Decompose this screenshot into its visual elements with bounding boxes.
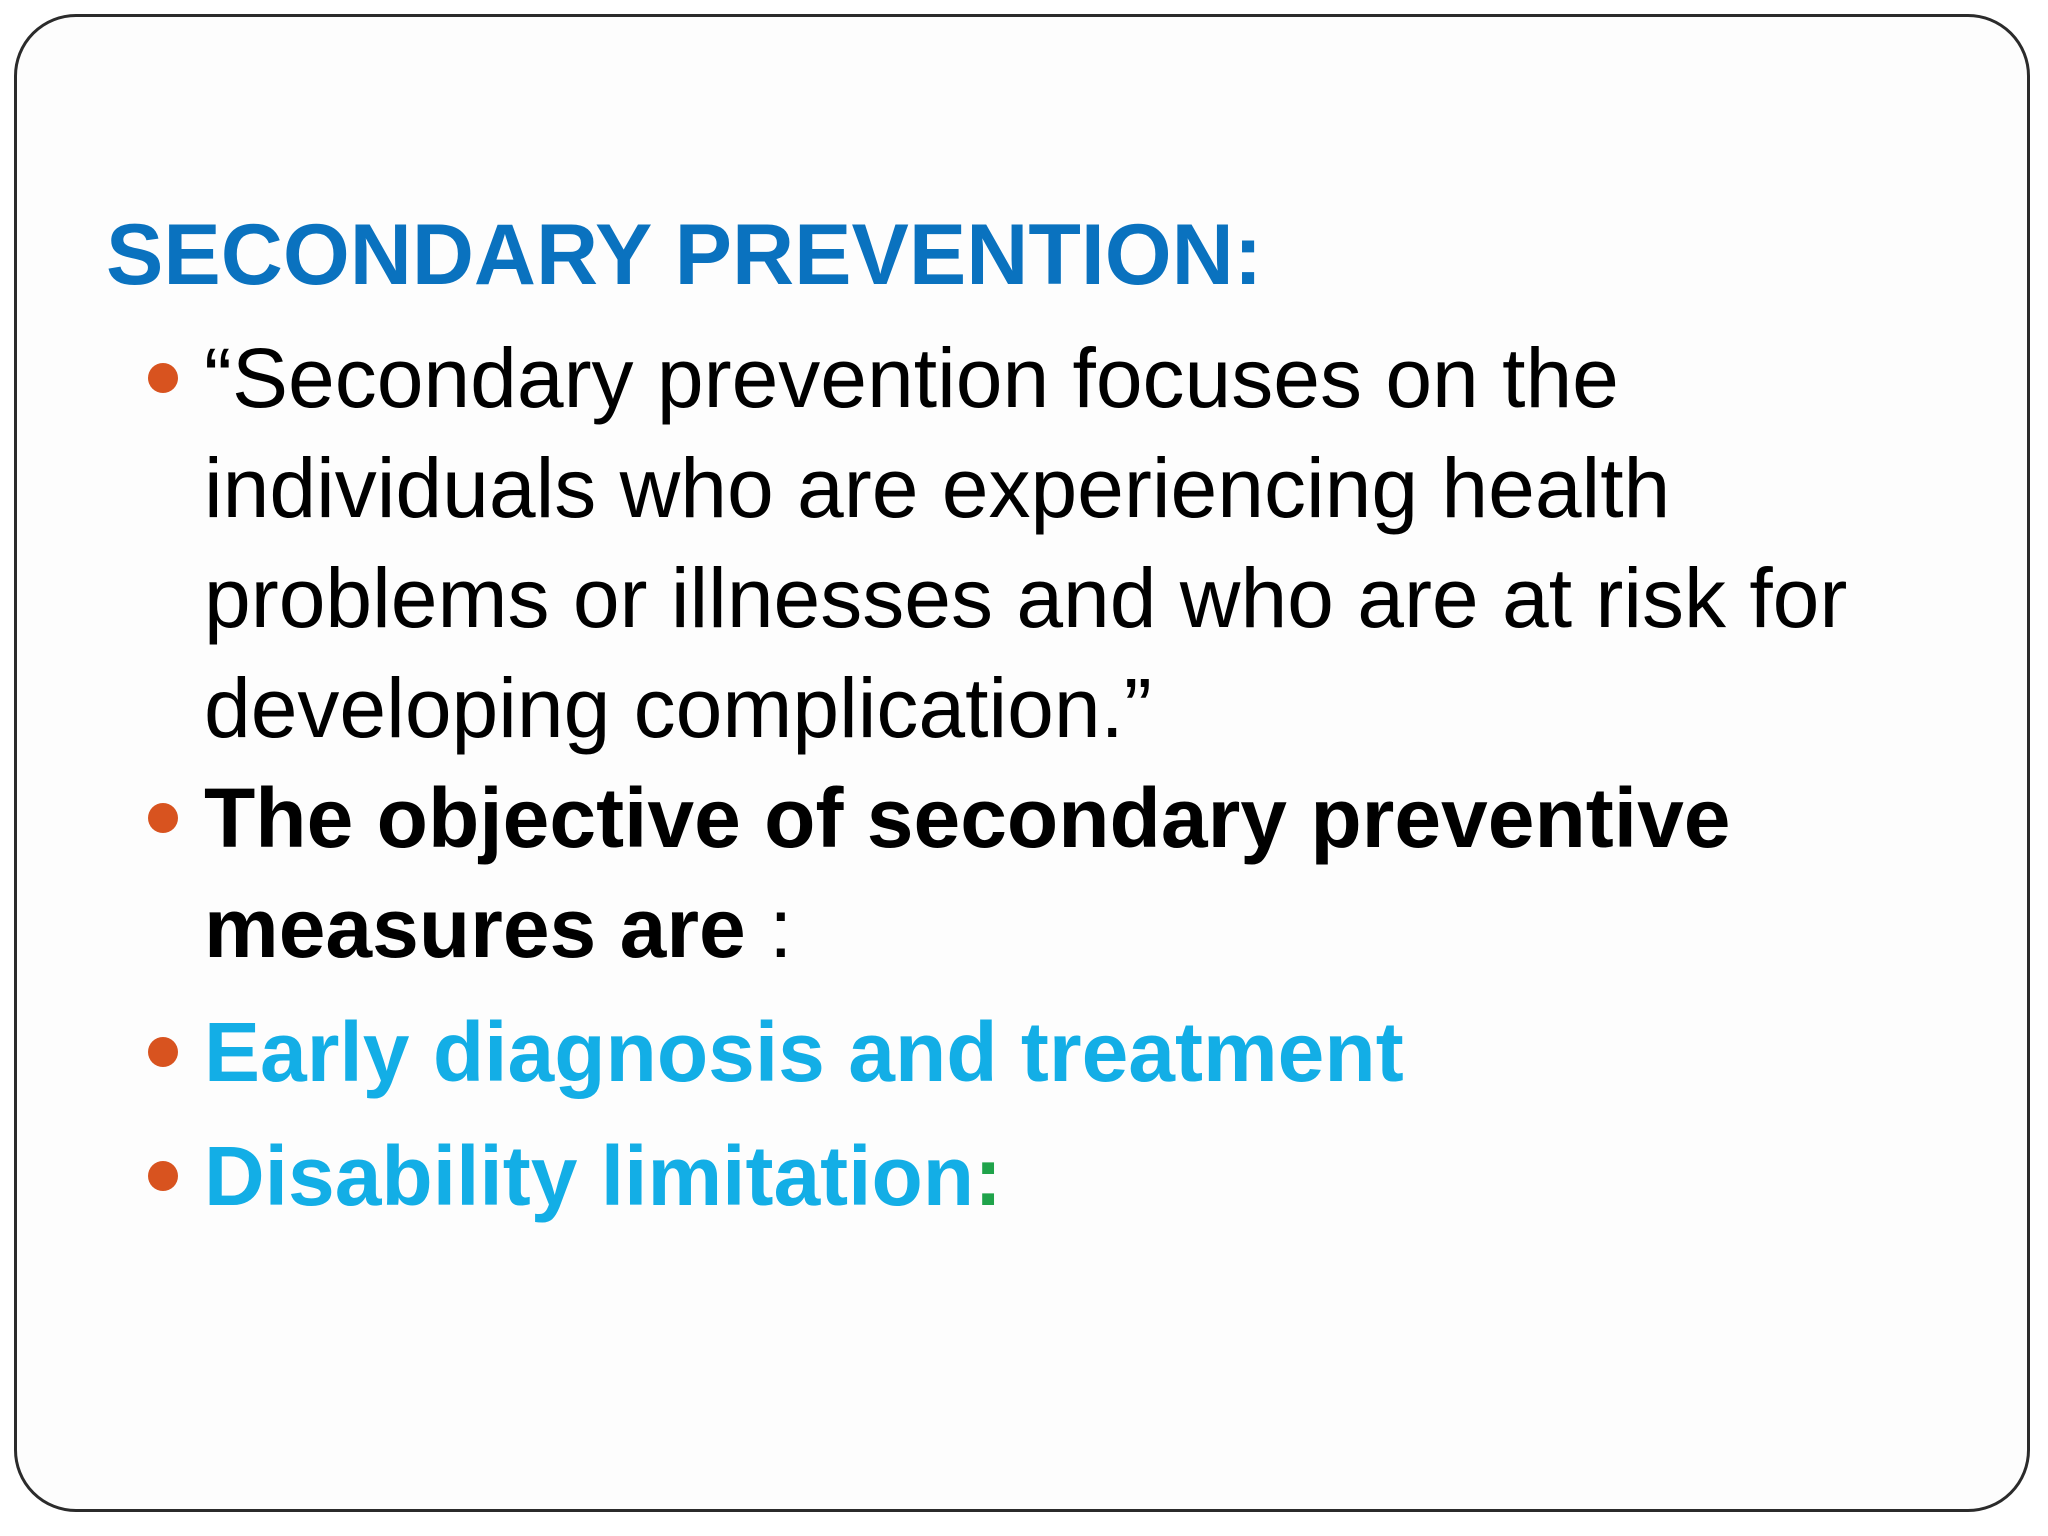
bullet-definition [142, 323, 1942, 763]
disability-limitation-text: Disability limitation [204, 1129, 975, 1223]
slide-frame [14, 14, 2030, 1512]
bullet-dot-icon [148, 1161, 178, 1191]
bullet-disability-limitation [142, 1121, 1942, 1231]
definition-text: “Secondary prevention focuses on the individuals who are experiencing health problems or illnesses and who are at risk for developing complication.” [204, 331, 1848, 755]
slide-title: SECONDARY PREVENTION: [106, 207, 1263, 303]
bullet-dot-icon [148, 363, 178, 393]
early-diagnosis-text: Early diagnosis and treatment [204, 1005, 1404, 1099]
bullet-dot-icon [148, 1037, 178, 1067]
bullet-dot-icon [148, 803, 178, 833]
disability-colon: : [974, 1129, 1003, 1223]
bullet-list [142, 323, 1942, 1231]
objective-text: The objective of secondary preventive measures are [204, 771, 1731, 975]
bullet-objective [142, 763, 1942, 983]
bullet-early-diagnosis [142, 997, 1942, 1107]
objective-colon: : [745, 881, 793, 975]
